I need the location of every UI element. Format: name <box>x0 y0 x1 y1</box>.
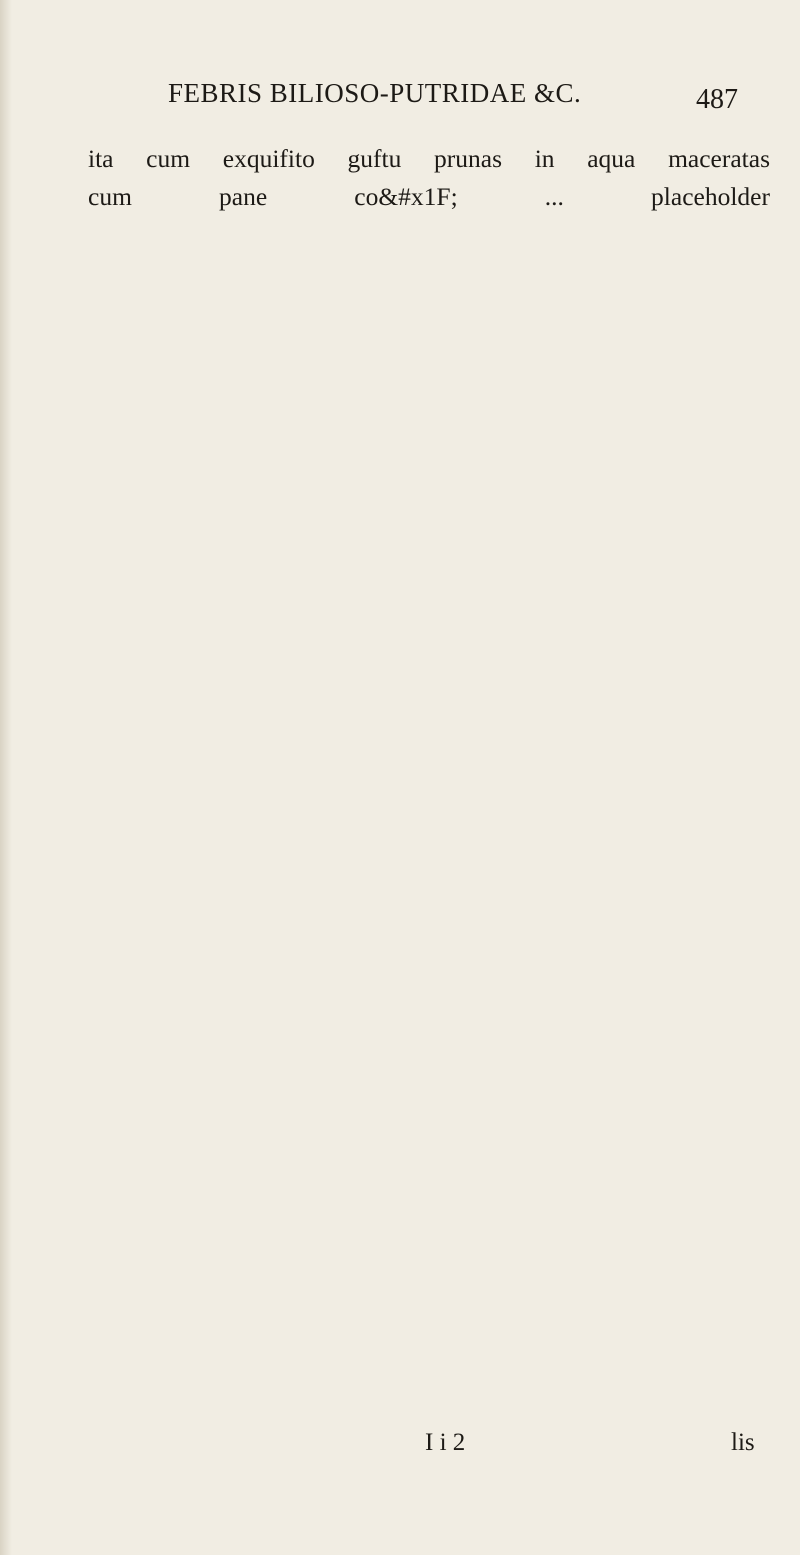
text-line <box>88 1359 770 1397</box>
text-line <box>88 978 770 1016</box>
running-head <box>168 68 768 118</box>
text-line <box>88 407 770 445</box>
text-line <box>88 1283 770 1321</box>
text-line <box>88 1207 770 1245</box>
text-line <box>88 1245 770 1283</box>
text-line <box>88 292 770 330</box>
signature-mark: I i 2 <box>425 1429 466 1456</box>
text-line: ita cum exquifito guftu prunas in aqua maceratas <box>88 144 770 173</box>
catchword: lis <box>731 1429 755 1456</box>
text-line <box>88 940 770 978</box>
text-line: cum pane co&#x1F; ... placeholder <box>88 182 770 212</box>
text-line <box>88 864 770 902</box>
text-line <box>88 445 770 483</box>
text-line <box>88 673 770 711</box>
text-line <box>88 826 770 864</box>
text-line <box>88 254 770 292</box>
body-text <box>88 140 770 1397</box>
text-line <box>88 1130 770 1168</box>
text-line <box>88 559 770 597</box>
text-line <box>88 750 770 788</box>
text-line <box>88 1054 770 1092</box>
running-title: FEBRIS BILIOSO-PUTRIDAE &C. <box>168 78 582 108</box>
text-line <box>88 635 770 673</box>
text-line <box>88 1092 770 1130</box>
text-line <box>88 1169 770 1207</box>
page-edge <box>0 0 12 1555</box>
text-line <box>88 597 770 635</box>
text-line <box>88 1321 770 1359</box>
text-line <box>88 369 770 407</box>
text-line <box>88 521 770 559</box>
text-line <box>88 216 770 254</box>
text-line <box>88 1016 770 1054</box>
text-line <box>88 711 770 749</box>
text-line <box>88 330 770 368</box>
page-number: 487 <box>696 84 738 115</box>
text-line <box>88 483 770 521</box>
text-line <box>88 788 770 826</box>
text-line <box>88 902 770 940</box>
